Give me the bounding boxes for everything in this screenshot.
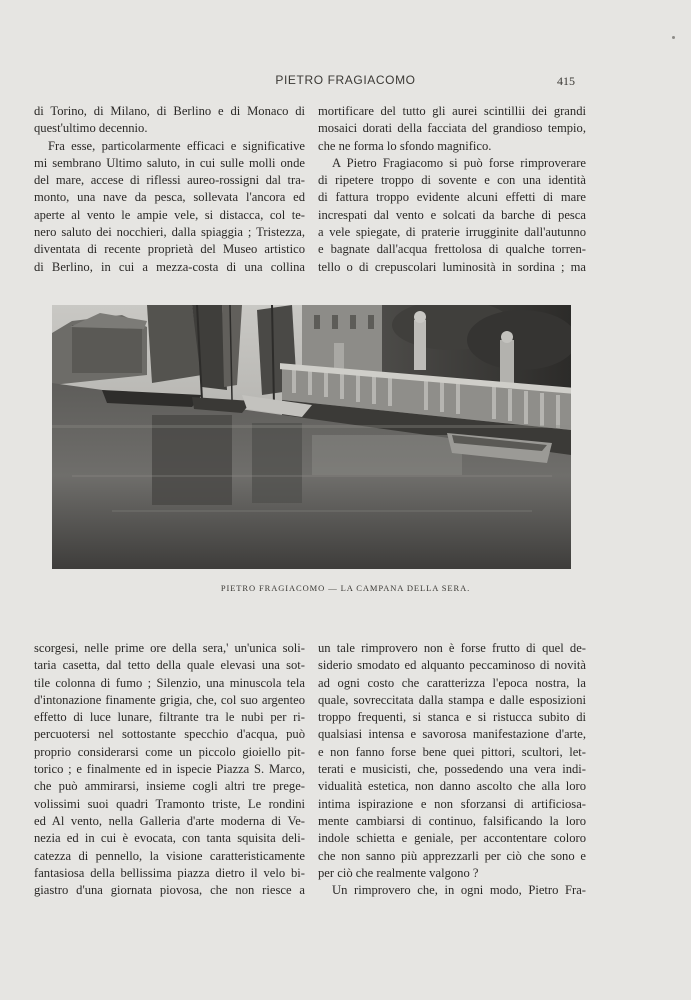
text-line: terati e musicisti, che, possedendo una vera indi-	[318, 762, 586, 777]
text-line: giastro d'una giornata piovosa, che non riesce a	[34, 883, 305, 898]
text-line: un tale rimprovero non è forse frutto di quel de-	[318, 641, 586, 655]
text-line: mente cambiarsi di continuo, falsificando la loro	[318, 813, 586, 828]
bottom-left-column	[34, 640, 305, 899]
text-line: indole schietta e geniale, per accontentare coloro	[318, 831, 586, 846]
bottom-right-column	[318, 640, 586, 899]
text-line: per ciò che realmente valgono ?	[318, 865, 479, 880]
text-line: tello o di crepuscolari luminosità in sordina ; ma	[318, 259, 586, 274]
text-line: quale, sovreccitata dalla stampa e dalle esposizioni	[318, 692, 586, 707]
text-line: del mare, accese di riflessi aureo-rossigni dal tra-	[34, 173, 305, 188]
text-line: troppo frequenti, si stanca e si ristucca subito di	[318, 710, 586, 725]
text-line: tile colonna di fumo ; Silenzio, una minuscola tela	[34, 675, 305, 690]
text-line: volissimi suoi quadri Tramonto triste, Le rondini	[34, 796, 305, 811]
text-line: qualsiasi intensa e savorosa manifestazione d'arte,	[318, 727, 586, 742]
text-line: a vele spiegate, di praterie irrugginite dall'autunno	[318, 225, 586, 240]
text-line: fantasiosa della bellissima piazza dietro il velo bi-	[34, 865, 305, 880]
text-line: Un rimprovero che, in ogni modo, Pietro Fra-	[332, 883, 586, 898]
painting-illustration	[52, 305, 571, 569]
text-line: e non fanno forse bene quei pittori, scultori, let-	[318, 744, 586, 759]
running-title: PIETRO FRAGIACOMO	[275, 73, 416, 87]
text-line: di fattura troppo evidente alcuni effetti di mare	[318, 190, 586, 205]
text-line: percuotersi nel sottostante specchio d'acqua, può	[34, 727, 305, 742]
text-line: monto, una nave da pesca, sollevata l'ancora ed	[34, 190, 305, 205]
text-line: che può ammirarsi, insieme cogli altri tre prege-	[34, 779, 305, 794]
text-line: di ripetere troppo di sovente e con una identità	[318, 173, 586, 188]
text-line: di Torino, di Milano, di Berlino e di Monaco di	[34, 104, 305, 118]
text-line: ed Al vento, nella Galleria d'arte moderna di Ve-	[34, 813, 305, 828]
figure-caption: PIETRO FRAGIACOMO — LA CAMPANA DELLA SERA.	[220, 583, 471, 593]
text-line: mortificare del tutto gli aurei scintillii dei grandi	[318, 104, 586, 118]
top-left-column	[34, 103, 305, 276]
text-line: scorgesi, nelle prime ore della sera,' un'unica soli-	[34, 641, 305, 655]
text-line: increspati dal vento e solcati da barche di pesca	[318, 207, 586, 222]
text-line: ad ogni costo che caratterizza l'epoca nostra, la	[318, 675, 586, 690]
text-line: taria casetta, dal tetto della quale elevasi una sot-	[34, 658, 305, 673]
paper-speck	[672, 36, 675, 39]
text-line: vidualità estetica, non danno ascolto che alla loro	[318, 779, 586, 794]
text-line: di Berlino, in cui a mezza-costa di una collina	[34, 259, 305, 274]
text-line: catezza di pennello, la visione caratteristicamente	[34, 848, 305, 863]
text-line: aperte al vento le ampie vele, si distacca, col te-	[34, 207, 305, 222]
text-line: mosaici dorati della facciata del grandioso tempio,	[318, 121, 586, 136]
text-line: mi sembrano Ultimo saluto, in cui sulle molli onde	[34, 155, 305, 170]
text-line: nero saluto dei nocchieri, dalla spiaggia ; Tristezza,	[34, 225, 305, 240]
text-line: e bagnate dall'acqua frettolosa di qualche torren-	[318, 242, 586, 257]
text-line: diventata di recente proprietà del Museo artistico	[34, 242, 305, 257]
running-head	[0, 73, 691, 91]
text-line: che non sanno più apprezzarli per ciò che sono e	[318, 848, 586, 863]
text-line: quest'ultimo decennio.	[34, 121, 148, 136]
page-number: 415	[557, 74, 575, 88]
text-line: siderio smodato ed alquanto peccaminoso di novità	[318, 658, 586, 673]
top-right-column	[318, 103, 586, 276]
text-line: Fra esse, particolarmente efficaci e significative	[48, 138, 305, 153]
text-line: effetto di luce lunare, filtrante tra le nubi per ri-	[34, 710, 305, 725]
text-line: intima ispirazione e non sforzansi di artificiosa-	[318, 796, 586, 811]
text-line: proprio considerarsi come un piccolo gioiello pit-	[34, 744, 305, 759]
text-line: A Pietro Fragiacomo si può forse rimproverare	[332, 155, 586, 170]
text-line: nezia ed in cui è evocata, con tanta squisita deli-	[34, 831, 305, 846]
text-line: torico ; e finalmente ed in ispecie Piazza S. Marco,	[34, 762, 305, 777]
text-line: che ne forma lo sfondo magnifico.	[318, 138, 492, 153]
text-line: d'intonazione finamente grigia, che, col suo argenteo	[34, 692, 305, 707]
